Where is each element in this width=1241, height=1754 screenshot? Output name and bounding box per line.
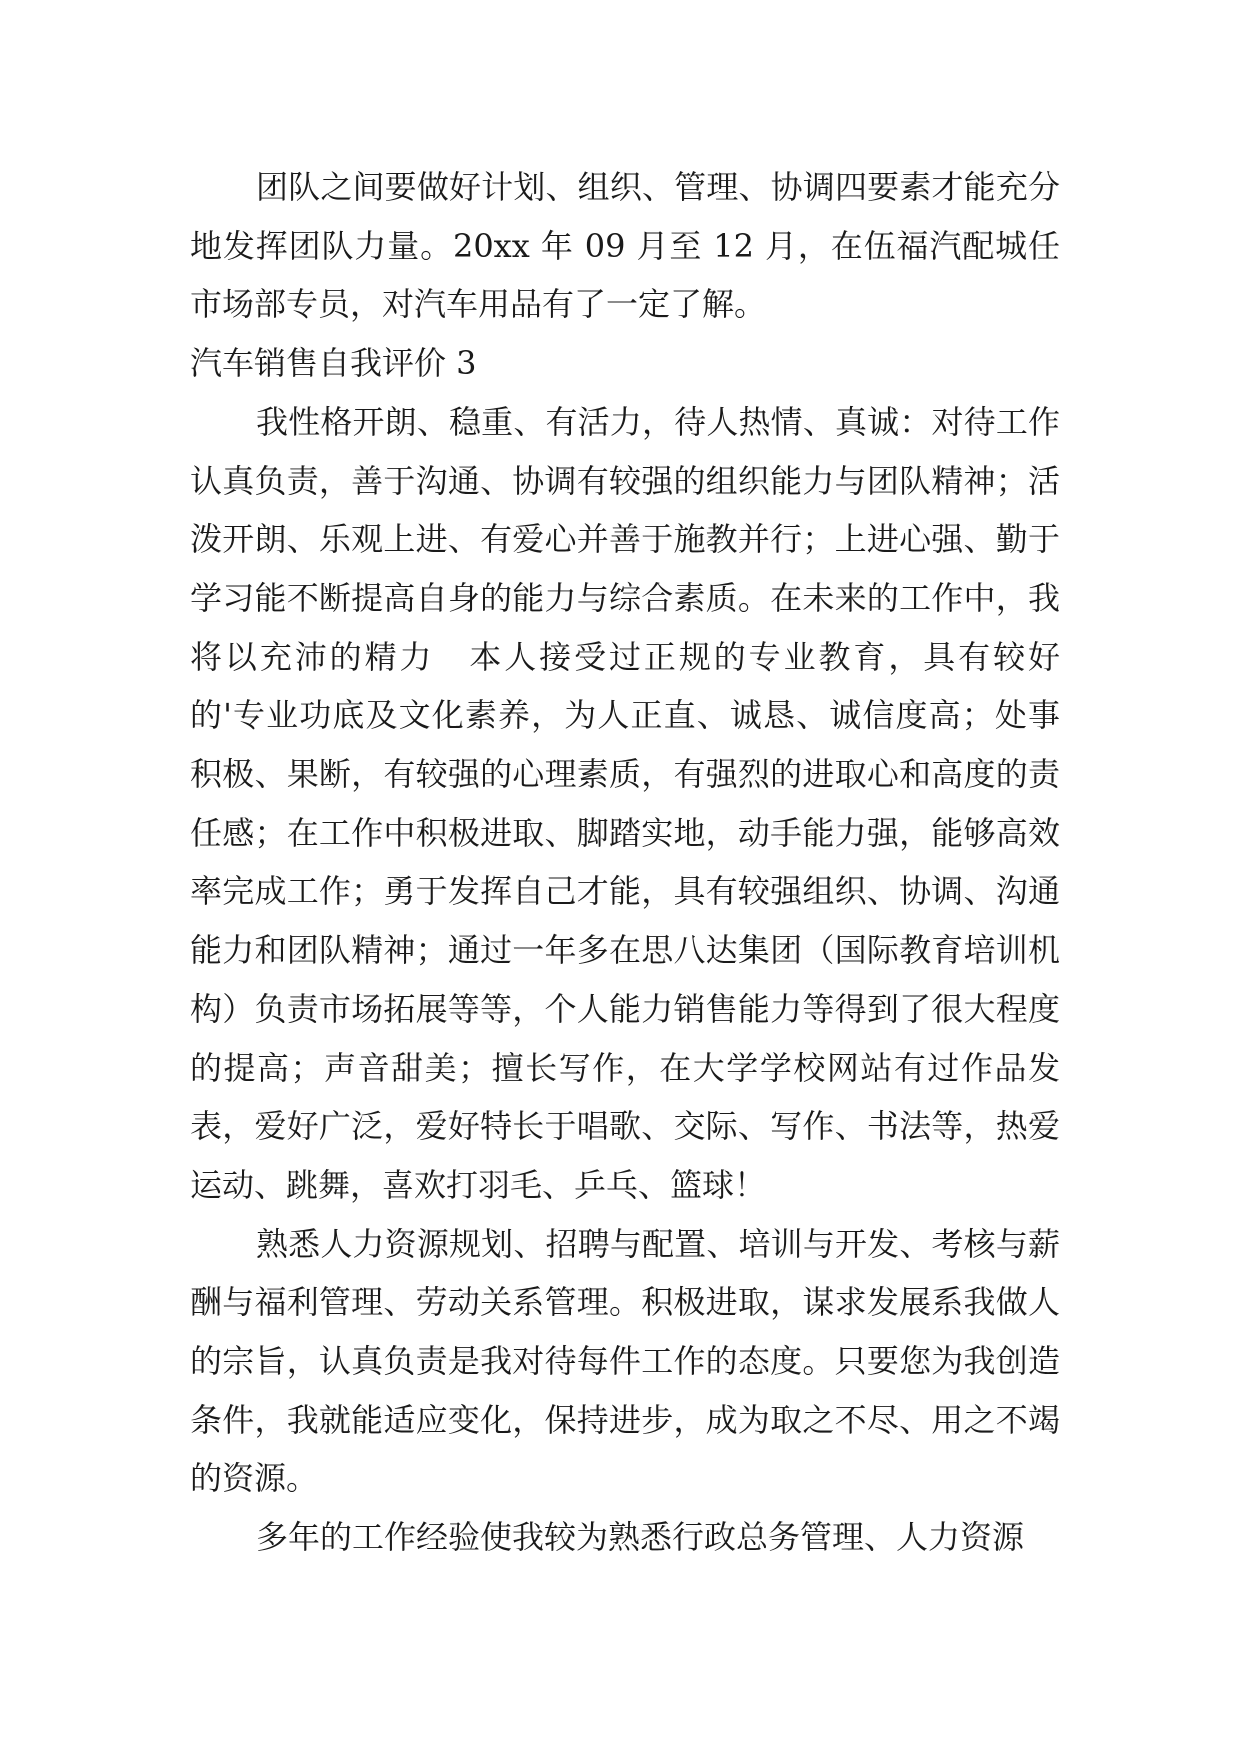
paragraph-team-planning: 团队之间要做好计划、组织、管理、协调四要素才能充分地发挥团队力量。20xx 年 09 月至 12 月，在伍福汽配城任市场部专员，对汽车用品有了一定了解。 — [190, 168, 1060, 324]
section-heading: 汽车销售自我评价 3 — [190, 344, 477, 383]
paragraph-work-experience: 多年的工作经验使我较为熟悉行政总务管理、人力资源 — [256, 1518, 1025, 1557]
document-body — [190, 158, 1060, 1567]
paragraph-personality: 我性格开朗、稳重、有活力，待人热情、真诚：对待工作认真负责，善于沟通、协调有较强的组织能力与团队精神；活泼开朗、乐观上进、有爱心并善于施教并行；上进心强、勤于学习能不断提高自身的能力与综合素质。在未来的工作中，我将以充沛的精力 本人接受过正规的专业教育，具有较好的'专业功底及文化素养，为人正直、诚恳、诚信度高；处事积极、果断，有较强的心理素质，有强烈的进取心和高度的责任感；在工作中积极进取、脚踏实地，动手能力强，能够高效率完成工作；勇于发挥自己才能，具有较强组织、协调、沟通能力和团队精神；通过一年多在思八达集团（国际教育培训机构）负责市场拓展等等，个人能力销售能力等得到了很大程度的提高；声音甜美；擅长写作，在大学学校网站有过作品发表，爱好广泛，爱好特长于唱歌、交际、写作、书法等，热爱运动、跳舞，喜欢打羽毛、乒乓、篮球！ — [190, 402, 1060, 1204]
paragraph-hr-knowledge: 熟悉人力资源规划、招聘与配置、培训与开发、考核与薪酬与福利管理、劳动关系管理。积极进取，谋求发展系我做人的宗旨，认真负责是我对待每件工作的态度。只要您为我创造条件，我就能适应变化，保持进步，成为取之不尽、用之不竭的资源。 — [190, 1224, 1060, 1498]
